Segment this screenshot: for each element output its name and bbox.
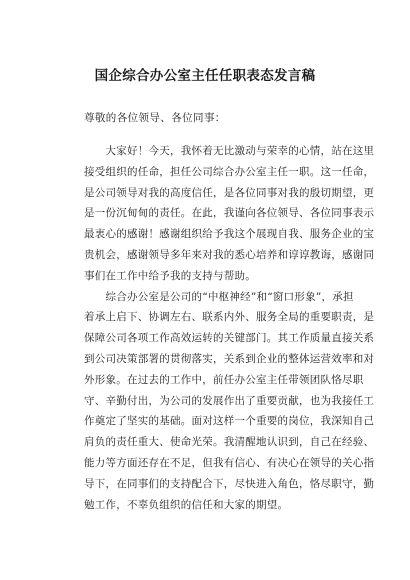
body-line: 是公司领导对我的高度信任，是各位同事对我的殷切期望，更 bbox=[84, 186, 375, 199]
body-line: 综合办公室是公司的“中枢神经”和“窗口形象”，承担 bbox=[84, 290, 354, 303]
body-line: 作奠定了坚实的基础。面对这样一个重要的岗位，我深知自己 bbox=[84, 415, 375, 428]
body-line: 勉工作，不辜负组织的信任和大家的期望。 bbox=[84, 498, 289, 511]
body-line: 守、辛勤付出，为公司的发展作出了重要贡献，也为我接任工 bbox=[84, 394, 375, 407]
body-line: 导下，在同事们的支持配合下，尽快进入角色，恪尽职守，勤 bbox=[84, 477, 375, 490]
body-line: 事们在工作中给予我的支持与帮助。 bbox=[84, 269, 256, 282]
document-title: 国企综合办公室主任任职表态发言稿 bbox=[94, 68, 316, 84]
document-body bbox=[84, 141, 384, 515]
body-line: 最衷心的感谢！感谢组织给予我这个展现自我、服务企业的宝 bbox=[84, 228, 375, 241]
body-line: 肩负的责任重大、使命光荣。我清醒地认识到，自己在经验、 bbox=[84, 436, 375, 449]
body-line: 到公司决策部署的贯彻落实，关系到企业的整体运营效率和对 bbox=[84, 352, 375, 365]
body-line: 是一份沉甸甸的责任。在此，我谨向各位领导、各位同事表示 bbox=[84, 207, 375, 220]
body-line: 外形象。在过去的工作中，前任办公室主任带领团队恪尽职 bbox=[84, 373, 364, 386]
body-line: 大家好！今天，我怀着无比激动与荣幸的心情，站在这里 bbox=[84, 145, 375, 157]
body-line: 贵机会，感谢领导多年来对我的悉心培养和谆谆教诲，感谢同 bbox=[84, 248, 375, 261]
body-line: 着承上启下、协调左右、联系内外、服务全局的重要职责，是 bbox=[84, 311, 375, 324]
body-line: 接受组织的任命，担任公司综合办公室主任一职。这一任命， bbox=[84, 165, 375, 178]
body-line: 能力等方面还存在不足，但我有信心、有决心在领导的关心指 bbox=[84, 456, 375, 469]
body-line: 保障公司各项工作高效运转的关键部门。其工作质量直接关系 bbox=[84, 332, 375, 345]
salutation: 尊敬的各位领导、各位同事： bbox=[84, 112, 226, 124]
